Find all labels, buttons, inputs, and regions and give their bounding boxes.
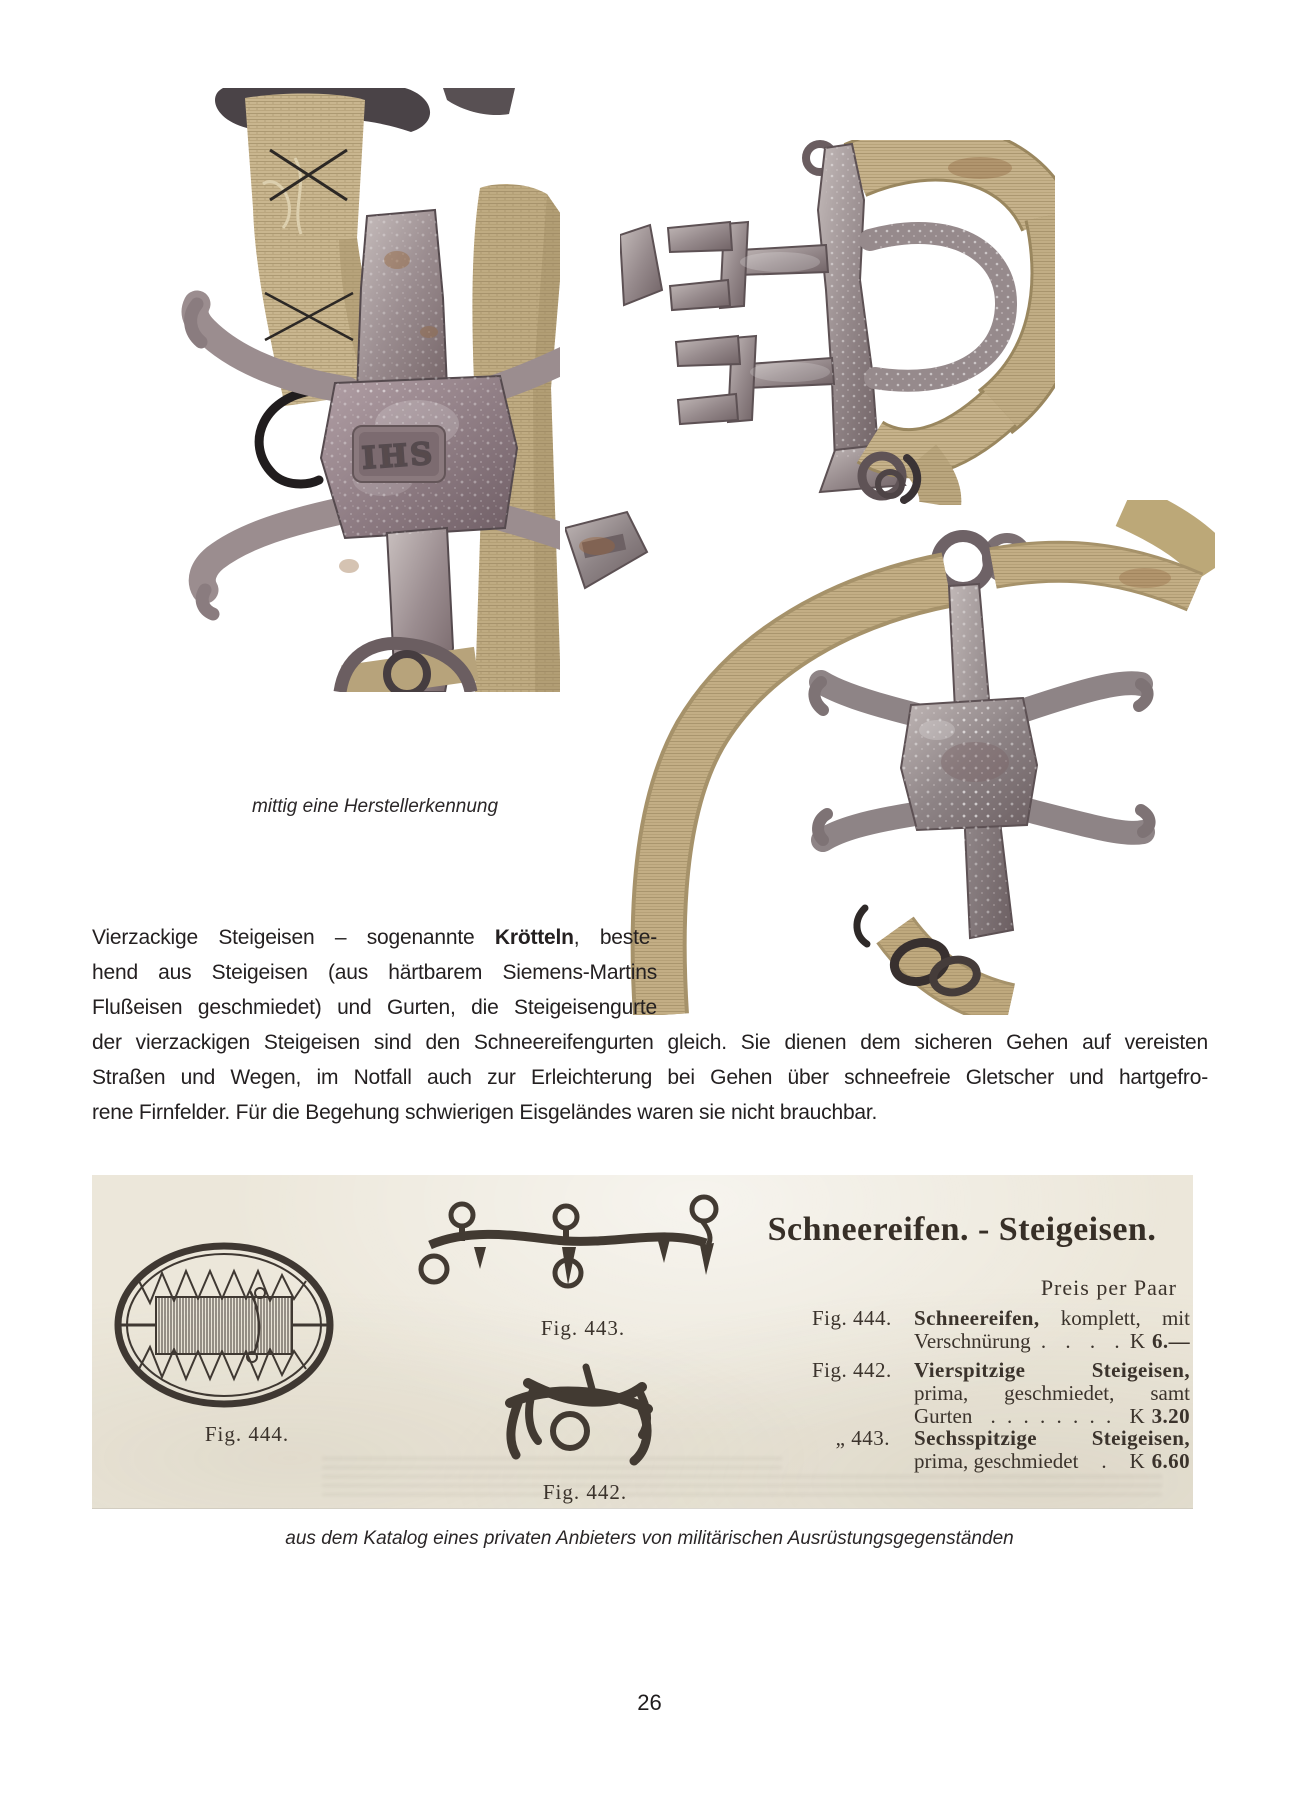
show-through — [782, 1475, 1162, 1501]
metal-fragment — [620, 225, 662, 305]
product-name: Steigeisen, — [1091, 1426, 1190, 1450]
crampon-with-coiled-strap-photo — [620, 140, 1055, 505]
snowshoe-illustration — [110, 1239, 340, 1411]
paragraph-line: Flußeisen geschmiedet) und Gurten, die Steigeisengurte — [92, 996, 657, 1019]
entry-ref: Fig. 442. — [812, 1358, 892, 1382]
fig-444-caption: Fig. 444. — [204, 1422, 290, 1446]
catalog-heading: Schneereifen. - Steigeisen. — [767, 1211, 1157, 1248]
crampon-metal — [814, 584, 1149, 938]
dot-leaders: . . . . — [1040, 1329, 1120, 1353]
product-name: Vierspitzige — [914, 1358, 1026, 1382]
stamp-text: IHS — [360, 436, 437, 477]
paragraph-line: rene Firnfelder. Für die Begehung schwierigen Eisgeländes waren sie nicht brauchbar. — [92, 1101, 878, 1124]
catalog-entry — [812, 1307, 1190, 1353]
six-point-crampon-illustration — [414, 1189, 724, 1301]
page-number: 26 — [637, 1690, 662, 1715]
paragraph-line: Straßen und Wegen, im Notfall auch zur Erleichterung bei Gehen über schneefreie Gletscher und hartgefro- — [92, 1066, 1208, 1089]
paragraph-bold-term: Krötteln — [494, 926, 574, 949]
entry-text: samt — [1150, 1381, 1190, 1405]
bottom-buckle — [340, 643, 479, 692]
paragraph-line: hend aus Steigeisen (aus härtbarem Siemens-Martins — [92, 961, 657, 984]
catalog-clipping — [92, 1175, 1193, 1509]
fig-442-caption: Fig. 442. — [542, 1480, 628, 1504]
entry-text: prima, — [914, 1381, 969, 1405]
entry-text: geschmiedet, — [1004, 1381, 1115, 1405]
crampon-closeup-photo — [95, 88, 560, 692]
maker-stamp — [353, 426, 445, 482]
price: 6.60 — [1151, 1449, 1190, 1473]
product-name: Sechsspitzige — [914, 1426, 1038, 1450]
currency: K — [1129, 1449, 1145, 1473]
catalog-entry — [812, 1359, 1190, 1428]
product-name: Schneereifen, — [914, 1306, 1040, 1330]
dot-leaders: . — [1101, 1449, 1107, 1473]
dot-leaders: . . . . . . . . — [990, 1404, 1112, 1428]
entry-ref: „ 443. — [835, 1426, 890, 1450]
entry-text: Verschnürung — [914, 1329, 1031, 1353]
entry-text: prima, geschmiedet — [914, 1449, 1079, 1473]
entry-ref: Fig. 444. — [812, 1306, 892, 1330]
price: 6.— — [1152, 1329, 1190, 1353]
paragraph-text: Vierzackige Steigeisen – sogenannte — [92, 926, 495, 949]
product-name: Steigeisen, — [1091, 1358, 1190, 1382]
four-point-crampon-illustration — [490, 1357, 670, 1467]
metal-clip — [565, 512, 647, 588]
currency: K — [1129, 1329, 1146, 1353]
catalog-caption: aus dem Katalog eines privaten Anbieters von militärischen Ausrüstungsgegenständen — [285, 1528, 1014, 1549]
price: 3.20 — [1151, 1404, 1190, 1428]
paragraph-line — [92, 920, 657, 955]
paragraph-line: der vierzackigen Steigeisen sind den Schneereifengurten gleich. Sie dienen dem sicheren Gehen auf vereisten — [92, 1031, 1208, 1054]
crampon-with-long-strap-photo — [565, 500, 1215, 1015]
currency: K — [1129, 1404, 1145, 1428]
webbing-front-wrap — [862, 408, 1000, 505]
fig-443-caption: Fig. 443. — [540, 1316, 626, 1340]
photo-caption-top: mittig eine Herstellerkennung — [251, 796, 499, 817]
paragraph-text: , beste- — [573, 926, 657, 949]
entry-text: komplett, — [1060, 1306, 1141, 1330]
catalog-entry — [812, 1427, 1190, 1473]
price-note: Preis per Paar — [1040, 1275, 1177, 1300]
entry-text: Gurten — [914, 1404, 973, 1428]
entry-text: mit — [1161, 1306, 1190, 1330]
